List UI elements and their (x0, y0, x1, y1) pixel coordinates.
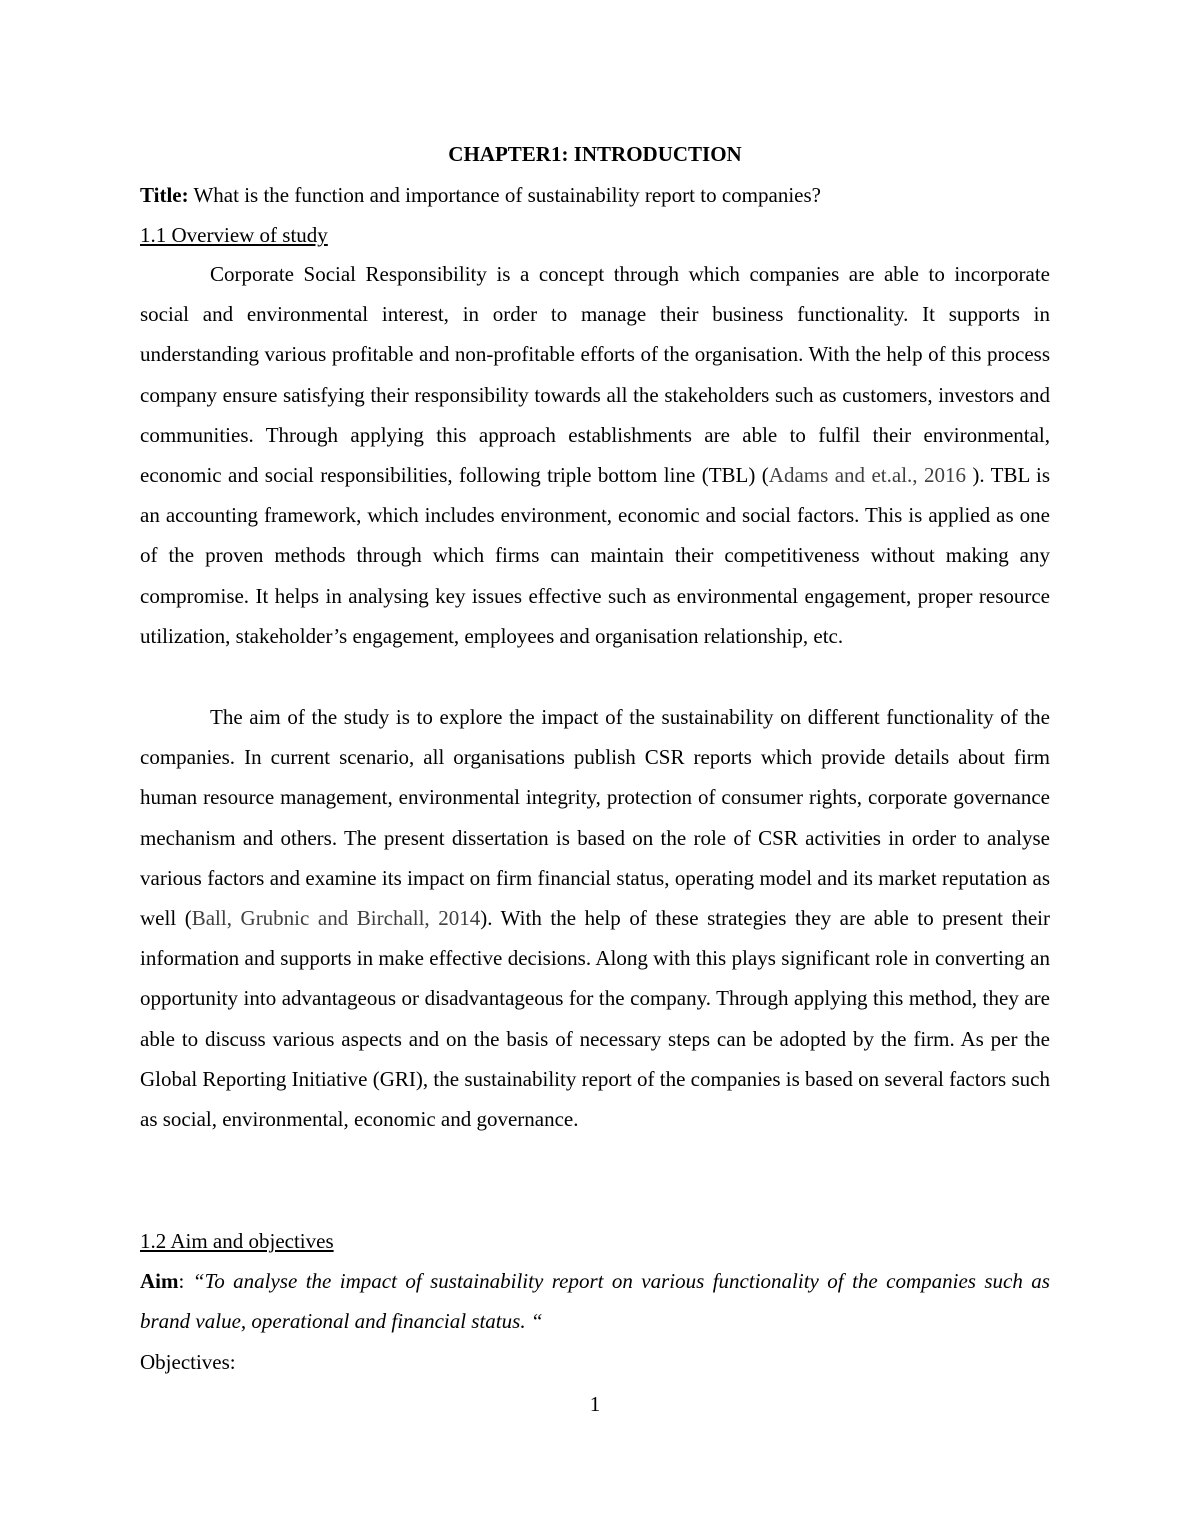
title-label: Title: (140, 183, 189, 207)
section-1-1-heading-text: 1.1 Overview of study (140, 223, 328, 247)
objectives-label: Objectives: (140, 1350, 236, 1374)
paragraph-2-text-b: ). With the help of these strategies they are able to present their information and supports in make effective decisions. Along with this plays significant role in converting an opportunity into advantageous or disadvantageous for the company. Through applying this method, they are able to discuss various aspects and on the basis of necessary steps can be adopted by the firm. As per the Global Reporting Initiative (GRI), the sustainability report of the companies is based on several factors such as social, environmental, economic and governance. (140, 906, 1050, 1132)
section-heading-1-2 (140, 1227, 1050, 1255)
section-heading-1-1 (140, 221, 1050, 249)
section-1-2-heading-text: 1.2 Aim and objectives (140, 1229, 334, 1253)
citation-ball: Ball, Grubnic and Birchall, 2014 (191, 906, 481, 931)
overview-paragraph-2 (140, 697, 1050, 1139)
chapter-heading: CHAPTER1: INTRODUCTION (448, 142, 742, 166)
aim-statement (140, 1261, 1050, 1341)
paragraph-2-text-a: The aim of the study is to explore the impact of the sustainability on different functionality of the companies. In current scenario, all organisations publish CSR reports which provide details about firm human resource management, environmental integrity, protection of consumer rights, corporate governance mechanism and others. The present dissertation is based on the role of CSR activities in order to analyse various factors and examine its impact on firm financial status, operating model and its market reputation as well ( (140, 705, 1050, 931)
aim-label: Aim (140, 1269, 179, 1293)
paragraph-1-text-a: Corporate Social Responsibility is a concept through which companies are able to incorporate social and environmental interest, in order to manage their business functionality. It supports in understanding various profitable and non-profitable efforts of the organisation. With the help of this process company ensure satisfying their responsibility towards all the stakeholders such as customers, investors and communities. Through applying this approach establishments are able to fulfil their environmental, economic and social responsibilities, following triple bottom line (TBL) ( (140, 262, 1050, 488)
paragraph-1-text-b: ). TBL is an accounting framework, which includes environment, economic and social factors. This is applied as one of the proven methods through which firms can maintain their competitiveness without making any compromise. It helps in analysing key issues effective such as environmental engagement, proper resource utilization, stakeholder’s engagement, employees and organisation relationship, etc. (140, 463, 1050, 648)
document-title-line (140, 181, 1050, 209)
overview-paragraph-1 (140, 254, 1050, 656)
aim-colon: : (178, 1269, 193, 1293)
title-text: What is the function and importance of sustainability report to companies? (188, 183, 821, 207)
page-number: 1 (589, 1392, 601, 1416)
aim-text: “To analyse the impact of sustainability report on various functionality of the companies such as brand value, operational and financial status. “ (140, 1269, 1050, 1334)
citation-adams: Adams and et.al., 2016 (768, 463, 973, 488)
